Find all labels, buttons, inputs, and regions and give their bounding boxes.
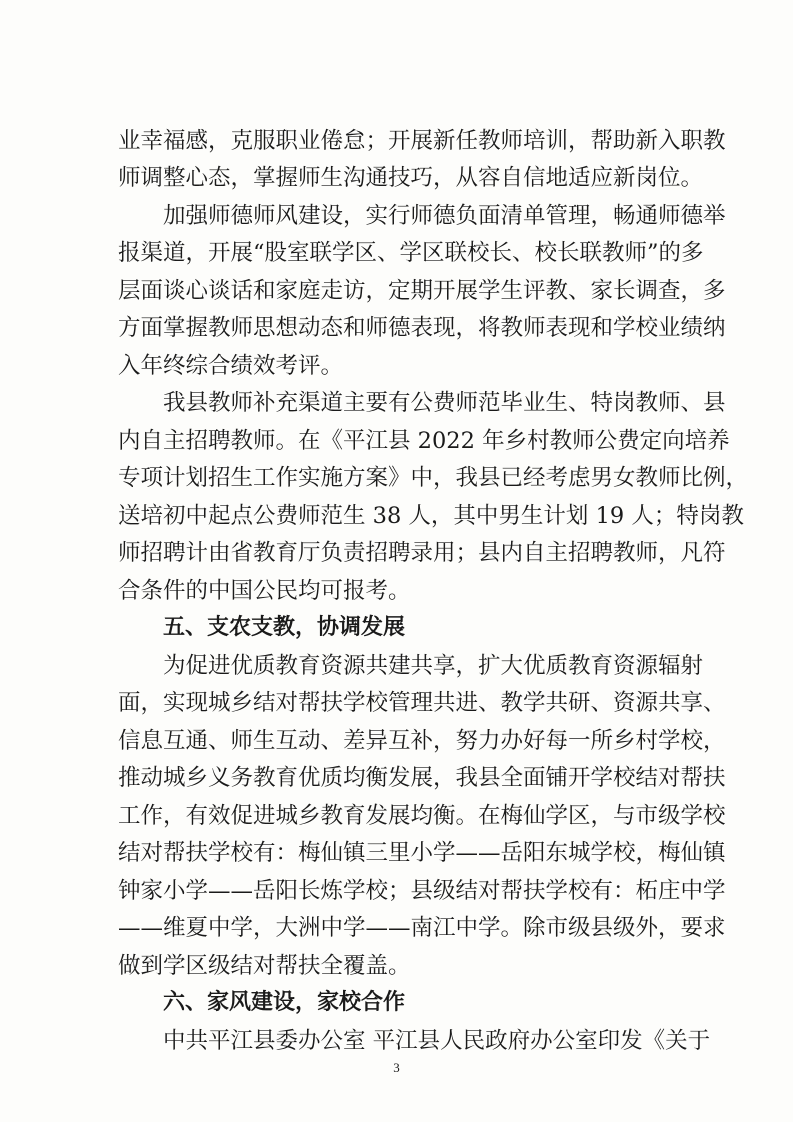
- text-line: 内自主招聘教师。在《平江县 2022 年乡村教师公费定向培养: [118, 428, 730, 454]
- text-line: 工作，有效促进城乡教育发展均衡。在梅仙学区，与市级学校: [118, 803, 726, 829]
- text-line: 师调整心态，掌握师生沟通技巧，从容自信地适应新岗位。: [118, 165, 704, 191]
- text-line: 专项计划招生工作实施方案》中，我县已经考虑男女教师比例，: [118, 465, 749, 491]
- text-line: 信息互通、师生互动、差异互补，努力办好每一所乡村学校，: [118, 728, 726, 754]
- page-number: 3: [393, 1060, 400, 1075]
- section-heading: 六、家风建设，家校合作: [163, 990, 406, 1015]
- text-line: 结对帮扶学校有：梅仙镇三里小学——岳阳东城学校，梅仙镇: [118, 840, 726, 866]
- text-line: 入年终综合绩效考评。: [118, 353, 344, 379]
- text-line: 送培初中起点公费师范生 38 人，其中男生计划 19 人；特岗教: [118, 503, 744, 529]
- text-line: 推动城乡义务教育优质均衡发展，我县全面铺开学校结对帮扶: [118, 765, 726, 791]
- section-heading: 五、支农支教，协调发展: [163, 615, 406, 640]
- text-line: 为促进优质教育资源共建共享，扩大优质教育资源辐射: [163, 653, 704, 679]
- text-line: ——维夏中学，大洲中学——南江中学。除市级县级外，要求: [118, 915, 726, 941]
- text-line: 面，实现城乡结对帮扶学校管理共进、教学共研、资源共享、: [118, 690, 726, 716]
- text-line: 合条件的中国公民均可报考。: [118, 578, 411, 604]
- text-line: 我县教师补充渠道主要有公费师范毕业生、特岗教师、县: [163, 390, 726, 416]
- text-line: 加强师德师风建设，实行师德负面清单管理，畅通师德举: [163, 203, 726, 229]
- text-line: 师招聘计由省教育厅负责招聘录用；县内自主招聘教师，凡符: [118, 540, 726, 566]
- text-line: 报渠道，开展“股室联学区、学区联校长、校长联教师”的多: [118, 240, 704, 266]
- text-line: 业幸福感，克服职业倦怠；开展新任教师培训，帮助新入职教: [118, 128, 726, 154]
- text-line: 中共平江县委办公室 平江县人民政府办公室印发《关于: [163, 1028, 711, 1054]
- text-line: 钟家小学——岳阳长炼学校；县级结对帮扶学校有：柘庄中学: [118, 878, 726, 904]
- text-line: 方面掌握教师思想动态和师德表现，将教师表现和学校业绩纳: [118, 315, 726, 341]
- text-line: 层面谈心谈话和家庭走访，定期开展学生评教、家长调查，多: [118, 278, 726, 304]
- text-line: 做到学区级结对帮扶全覆盖。: [118, 953, 411, 979]
